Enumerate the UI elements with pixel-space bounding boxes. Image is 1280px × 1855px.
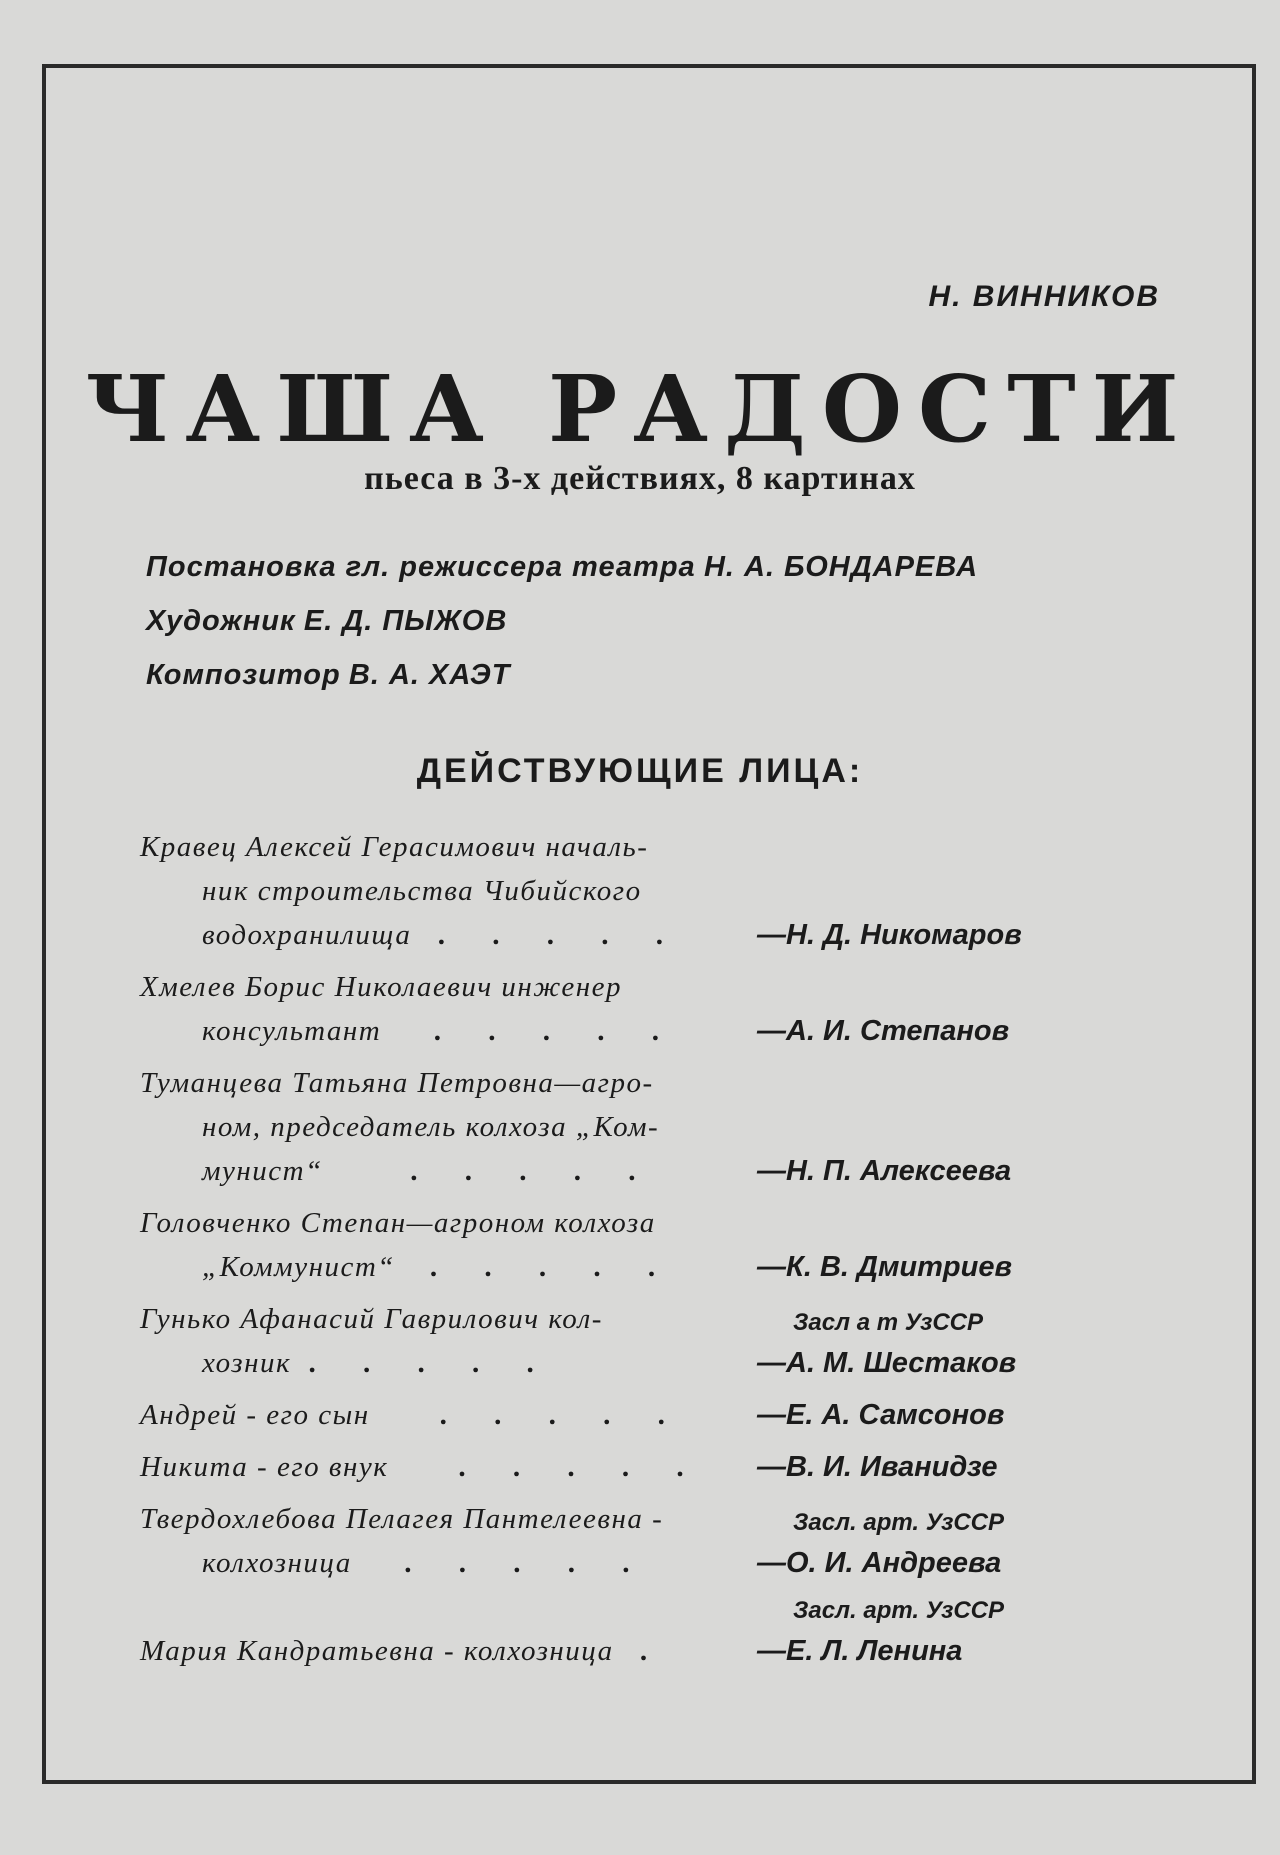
cast-row (140, 1497, 1140, 1585)
leader-dots: . . . . . (429, 1251, 676, 1283)
leader-dots: . . . . . (308, 1347, 554, 1379)
role-line: колхозница (202, 1547, 352, 1579)
role-line: ник строительства Чибийского (202, 875, 642, 907)
actor-name: —О. И. Андреева (757, 1547, 1002, 1579)
role-line: Туманцева Татьяна Петровна—агро- (140, 1067, 654, 1099)
credit-label: Композитор (146, 659, 341, 691)
role-line: мунист“ (202, 1155, 323, 1187)
role-description (140, 1061, 755, 1193)
honorary-title: Засл а т УзССР (793, 1309, 983, 1336)
actor-name: —Н. Д. Никомаров (757, 919, 1022, 951)
role-line: Кравец Алексей Герасимович началь- (140, 831, 649, 863)
role-line: Головченко Степан—агроном колхоза (140, 1207, 656, 1239)
actor-name: —К. В. Дмитриев (757, 1251, 1012, 1283)
leader-dots: . . . . . (410, 1155, 656, 1187)
actor-name: —Е. А. Самсонов (757, 1399, 1005, 1431)
credit-artist (146, 594, 978, 648)
leader-dots: . . . . . (433, 1015, 679, 1047)
leader-dots: . . . . . (404, 1547, 650, 1579)
actor-name: —Е. Л. Ленина (757, 1635, 963, 1667)
cast-row (140, 1061, 1140, 1193)
role-line: Хмелев Борис Николаевич инженер (140, 971, 623, 1003)
role-description (140, 825, 755, 957)
cast-list (140, 825, 1140, 1681)
cast-heading: ДЕЙСТВУЮЩИЕ ЛИЦА: (416, 752, 864, 790)
actor-name: —А. М. Шестаков (757, 1347, 1017, 1379)
author-name: Н. ВИННИКОВ (928, 280, 1160, 313)
leader-dots: . . . . . (458, 1451, 704, 1483)
actor-name: —Н. П. Алексеева (757, 1155, 1012, 1187)
role-line: консультант (202, 1015, 382, 1047)
role-description (140, 1497, 755, 1585)
role-line: Андрей - его сын (140, 1399, 370, 1431)
role-line: „Коммунист“ (202, 1251, 395, 1283)
role-line: хозник (202, 1347, 292, 1379)
role-description (140, 1629, 755, 1673)
role-description (140, 1297, 755, 1385)
actor-name: —В. И. Иванидзе (757, 1451, 998, 1483)
cast-row (140, 825, 1140, 957)
role-line: Твердохлебова Пелагея Пантелеевна - (140, 1503, 664, 1535)
credit-name: Н. А. БОНДАРЕВА (703, 551, 979, 583)
cast-row (140, 1393, 1140, 1437)
credit-composer (146, 648, 978, 702)
play-subtitle: пьеса в 3-х действиях, 8 картинах (364, 460, 916, 497)
credit-label: Постановка гл. режиссера театра (146, 551, 696, 583)
cast-row (140, 1297, 1140, 1385)
role-line: ном, председатель колхоза „Ком- (202, 1111, 660, 1143)
leader-dots: . . . . . (437, 919, 683, 951)
credit-name: Е. Д. ПЫЖОВ (303, 605, 508, 637)
cast-row (140, 965, 1140, 1053)
role-description (140, 1393, 755, 1437)
role-description (140, 1445, 755, 1489)
leader-dots: . (639, 1635, 668, 1667)
credit-director (146, 540, 978, 594)
credit-name: В. А. ХАЭТ (348, 659, 511, 691)
role-description (140, 1201, 755, 1289)
actor-name: —А. И. Степанов (757, 1015, 1010, 1047)
credit-label: Художник (146, 605, 296, 637)
cast-row (140, 1445, 1140, 1489)
role-line: Гунько Афанасий Гаврилович кол- (140, 1303, 603, 1335)
play-title: ЧАША РАДОСТИ (85, 355, 1195, 463)
role-line: Мария Кандратьевна - колхозница (140, 1635, 614, 1667)
honorary-title: Засл. арт. УзССР (793, 1509, 1005, 1536)
credits-block (146, 540, 978, 702)
cast-row (140, 1201, 1140, 1289)
role-line: Никита - его внук (140, 1451, 389, 1483)
role-description (140, 965, 755, 1053)
honorary-title: Засл. арт. УзССР (793, 1597, 1005, 1624)
role-line: водохранилища (202, 919, 412, 951)
leader-dots: . . . . . (439, 1399, 685, 1431)
cast-row (140, 1593, 1140, 1673)
